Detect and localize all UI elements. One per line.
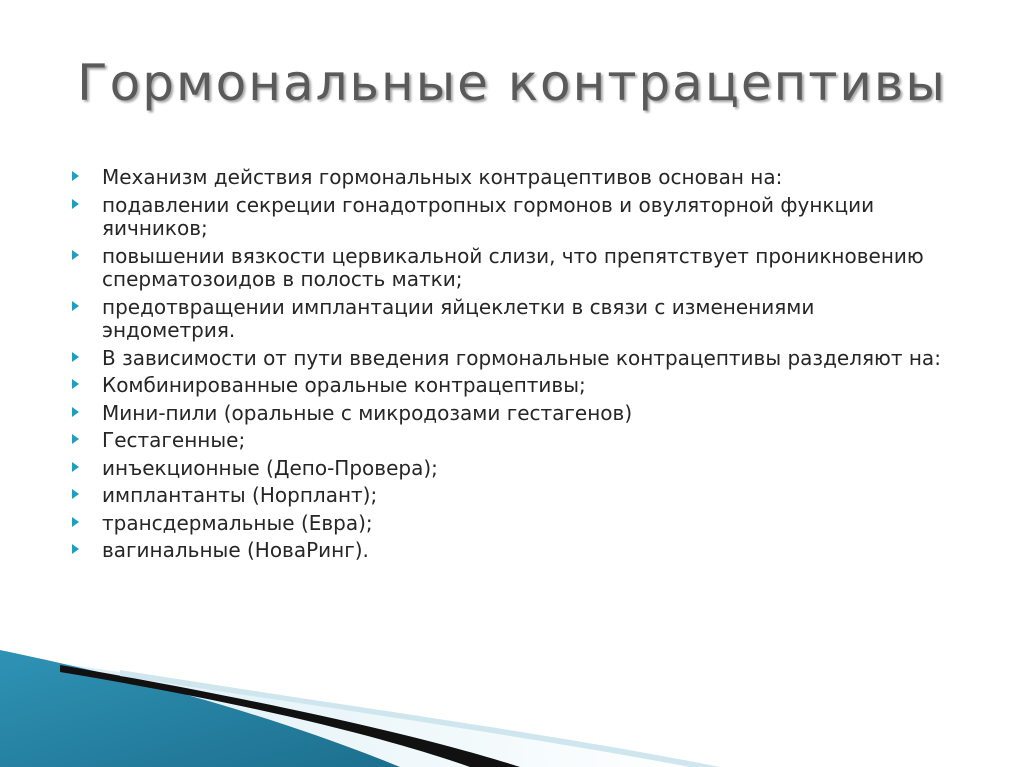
list-item-text: инъекционные (Депо-Провера);	[102, 455, 438, 480]
list-item-text: повышении вязкости цервикальной слизи, что препятствует проникновению сперматозоидов в полость матки;	[102, 243, 924, 291]
triangle-right-icon	[72, 489, 79, 499]
triangle-right-icon	[72, 199, 79, 209]
list-item	[72, 429, 952, 453]
list-item	[72, 245, 952, 292]
triangle-right-icon	[72, 434, 79, 444]
triangle-right-icon	[72, 544, 79, 554]
list-item-text: трансдермальные (Евра);	[102, 510, 373, 535]
list-item	[72, 296, 952, 343]
list-item	[72, 539, 952, 563]
list-item	[72, 194, 952, 241]
list-item	[72, 166, 952, 190]
bullet-list	[72, 166, 952, 567]
list-item-text: Мини-пили (оральные с микродозами гестагенов)	[102, 400, 633, 425]
triangle-right-icon	[72, 301, 79, 311]
triangle-right-icon	[72, 407, 79, 417]
list-item	[72, 402, 952, 426]
slide-title: Гормональные контрацептивы	[77, 54, 947, 112]
triangle-right-icon	[72, 250, 79, 260]
triangle-right-icon	[72, 379, 79, 389]
list-item-text: Комбинированные оральные контрацептивы;	[102, 373, 586, 397]
triangle-right-icon	[72, 462, 79, 472]
list-item	[72, 457, 952, 481]
list-item-text: Механизм действия гормональных контрацептивов основан на:	[102, 165, 783, 189]
list-item	[72, 484, 952, 508]
list-item	[72, 512, 952, 536]
list-item	[72, 374, 952, 398]
triangle-right-icon	[72, 517, 79, 527]
list-item-text: предотвращении имплантации яйцеклетки в связи с изменениями эндометрия.	[102, 294, 815, 342]
list-item-text: Гестагенные;	[102, 428, 246, 452]
list-item-text: подавлении секреции гонадотропных гормонов и овуляторной функции яичников;	[102, 192, 875, 240]
list-item-text: вагинальные (НоваРинг).	[102, 538, 369, 562]
triangle-right-icon	[72, 171, 79, 181]
triangle-right-icon	[72, 352, 79, 362]
list-item-text: имплантанты (Норплант);	[102, 483, 378, 507]
list-item	[72, 347, 952, 371]
list-item-text: В зависимости от пути введения гормональные контрацептивы разделяют на:	[102, 345, 941, 370]
